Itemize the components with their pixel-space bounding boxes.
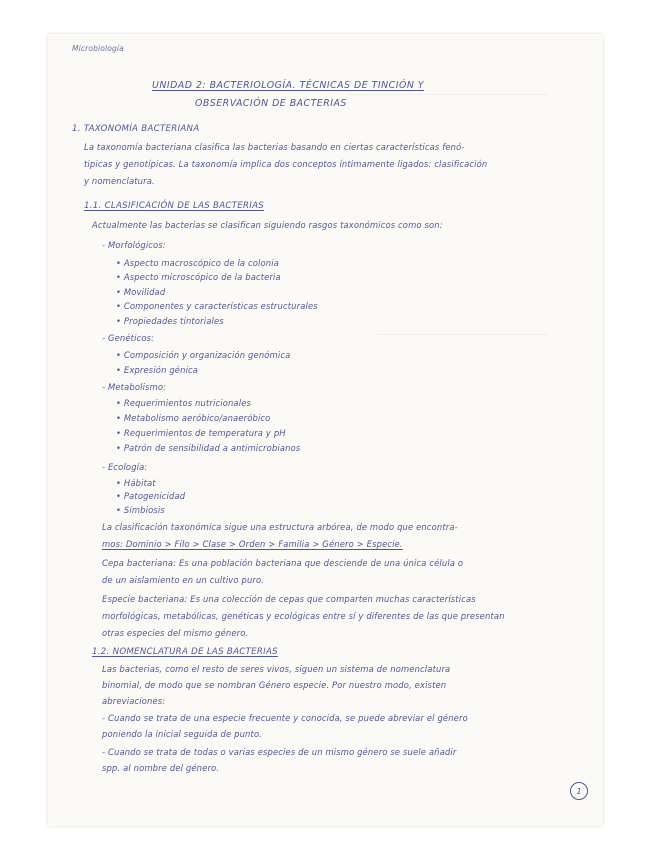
metabolismo-item: • Requerimientos de temperatura y pH [116,428,286,438]
notebook-page [48,34,603,826]
subject-header: Microbiología [72,44,124,53]
clasificacion-para-line: mos: Dominio > Filo > Clase > Orden > Familia > Género > Especie. [102,539,403,549]
page-title-line1: UNIDAD 2: BACTERIOLOGÍA. TÉCNICAS DE TINCIÓN Y [152,80,425,91]
metabolismo-item: • Requerimientos nutricionales [116,398,252,408]
especie-definition-line: morfológicas, metabólicas, genéticas y ecológicas entre sí y diferentes de las que presentan [102,611,505,621]
morfologicos-item: • Propiedades tintoriales [116,316,224,326]
section-heading-nomenclatura: 1.2. NOMENCLATURA DE LAS BACTERIAS [92,647,278,657]
taxonomia-para-line: La taxonomía bacteriana clasifica las bacterias basando en ciertas características fenó- [84,142,465,152]
nomenclatura-para-line: abreviaciones: [102,696,166,706]
morfologicos-heading: - Morfológicos: [102,240,166,250]
metabolismo-item: • Patrón de sensibilidad a antimicrobianos [116,443,301,453]
morfologicos-item: • Aspecto macroscópico de la colonia [116,258,280,268]
ecologia-heading: - Ecología: [102,462,148,472]
clasificacion-intro: Actualmente las bacterias se clasifican siguiendo rasgos taxonómicos como son: [92,220,443,230]
geneticos-item: • Expresión génica [116,365,199,375]
page-title-line2: OBSERVACIÓN DE BACTERIAS [195,98,347,109]
nomenclatura-para-line: spp. al nombre del género. [102,763,220,773]
cepa-definition-line: de un aislamiento en un cultivo puro. [102,575,265,585]
morfologicos-item: • Aspecto microscópico de la bacteria [116,272,281,282]
nomenclatura-para-line: - Cuando se trata de una especie frecuente y conocida, se puede abreviar el género [102,713,468,723]
taxonomia-para-line: y nomenclatura. [84,176,155,186]
ecologia-item: • Hábitat [116,478,156,488]
metabolismo-heading: - Metabolismo: [102,382,167,392]
taxonomia-para-line: tipicas y genotípicas. La taxonomía implica dos conceptos íntimamente ligados: clasificación [84,159,488,169]
nomenclatura-para-line: poniendo la inicial seguida de punto. [102,729,263,739]
nomenclatura-para-line: binomial, de modo que se nombran Género especie. Por nuestro modo, existen [102,680,447,690]
geneticos-heading: - Genéticos: [102,333,155,343]
morfologicos-item: • Movilidad [116,287,166,297]
page-number: 1 [570,782,588,800]
geneticos-item: • Composición y organización genómica [116,350,291,360]
ecologia-item: • Patogenicidad [116,491,186,501]
cepa-definition-line: Cepa bacteriana: Es una población bacteriana que desciende de una única célula o [102,558,464,568]
especie-definition-line: Especie bacteriana: Es una colección de cepas que comparten muchas características [102,594,476,604]
metabolismo-item: • Metabolismo aeróbico/anaeróbico [116,413,271,423]
morfologicos-item: • Componentes y características estructurales [116,301,318,311]
section-heading-clasificacion: 1.1. CLASIFICACIÓN DE LAS BACTERIAS [84,201,265,211]
section-heading-taxonomia: 1. TAXONOMÍA BACTERIANA [72,124,200,134]
especie-definition-line: otras especies del mismo género. [102,628,249,638]
nomenclatura-para-line: - Cuando se trata de todas o varias especies de un mismo género se suele añadir [102,747,457,757]
ecologia-item: • Simbiosis [116,505,165,515]
clasificacion-para-line: La clasificación taxonómica sigue una estructura arbórea, de modo que encontra- [102,522,458,532]
nomenclatura-para-line: Las bacterias, como el resto de seres vivos, siguen un sistema de nomenclatura [102,664,451,674]
